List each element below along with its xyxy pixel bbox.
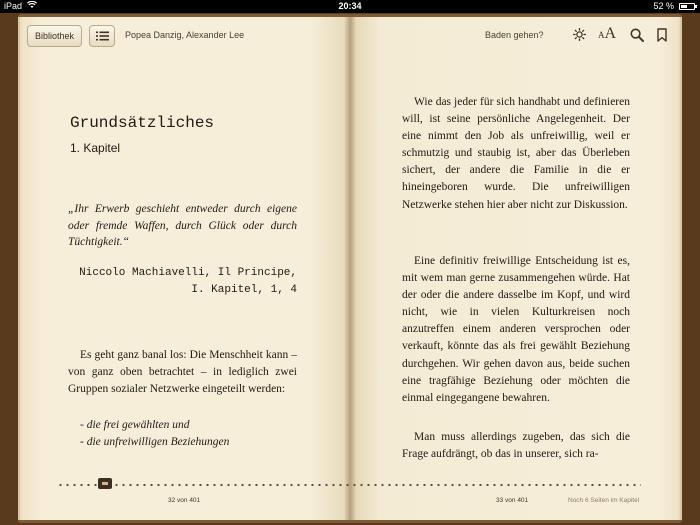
table-of-contents-button[interactable]: [89, 25, 115, 47]
body-paragraph: [68, 347, 297, 398]
battery-icon: [679, 3, 695, 10]
page-number-right: 33 von 401: [496, 497, 529, 504]
paragraph-text: Man muss allerdings zugeben, das sich die Frage aufdrängt, ob das in unserer, sich ra-: [402, 431, 630, 461]
brightness-icon[interactable]: [573, 28, 586, 46]
page-scrubber-thumb[interactable]: [98, 478, 112, 489]
chapter-subheading: 1. Kapitel: [70, 141, 121, 155]
page-scrubber[interactable]: [57, 482, 641, 488]
toc-list-icon: [96, 31, 109, 41]
paragraph-text: Eine definitiv freiwillige Entscheidung ist es, mit wem man gerne zusammengehen würde. Hat der oder die andere dasselbe im Kopf, und wird nicht, wie in vielen Kulturkreisen noch anzutreffen einem anderen versprochen oder verkauft, könnte das als frei gewählt Beziehung durchgehen. Wir gehen davon aus, beide suchen eine tragfähige Beziehung oder möchten die einmal eingegangene bewahren.: [402, 255, 630, 404]
body-paragraph: [402, 429, 630, 463]
library-button[interactable]: Bibliothek: [27, 25, 82, 47]
epigraph-source: Niccolo Machiavelli, Il Principe, I. Kapitel, 1, 4: [79, 267, 297, 296]
device-name: iPad: [4, 1, 23, 11]
list-item: - die unfreiwilligen Beziehungen: [80, 436, 230, 448]
battery-percent: 52 %: [653, 1, 674, 11]
chapter-heading: Grundsätzliches: [70, 114, 215, 132]
book-gutter: [344, 17, 356, 520]
body-paragraph: [402, 94, 630, 214]
epigraph-quote: „Ihr Erwerb geschieht entweder durch eigene oder fremde Waffen, durch Glück oder durch Tüchtigkeit.“: [68, 203, 297, 248]
page-number-left: 32 von 401: [168, 497, 201, 504]
clock: 20:34: [338, 1, 362, 11]
paragraph-text: Wie das jeder für sich handhabt und definieren will, ist seine persönliche Angelegenheit. Der eine nimmt den Job als unfreiwillig, weil er schmutzig und staubig ist, aber das Überleben sichert, der andere die Familie in die er hineingeboren wurde. Die unfreiwilligen Netzwerke stehen hier aber nicht zur Diskussion.: [402, 96, 630, 211]
search-icon[interactable]: [630, 28, 644, 47]
body-paragraph: [402, 253, 630, 407]
pages-left-in-chapter: Noch 6 Seiten im Kapitel: [568, 497, 640, 504]
book-author-title: Popea Danzig, Alexander Lee: [125, 30, 245, 40]
font-size-icon[interactable]: AA: [598, 25, 617, 42]
list-item: - die frei gewählten und: [80, 419, 190, 431]
status-bar: [0, 0, 700, 13]
bookmark-icon[interactable]: [657, 28, 667, 47]
paragraph-text: Es geht ganz banal los: Die Menschheit kann – von ganz oben betrachtet – in lediglich zwei Gruppen sozialer Netzwerke eingeteilt werden:: [68, 349, 297, 395]
chapter-title: Baden gehen?: [485, 30, 544, 40]
